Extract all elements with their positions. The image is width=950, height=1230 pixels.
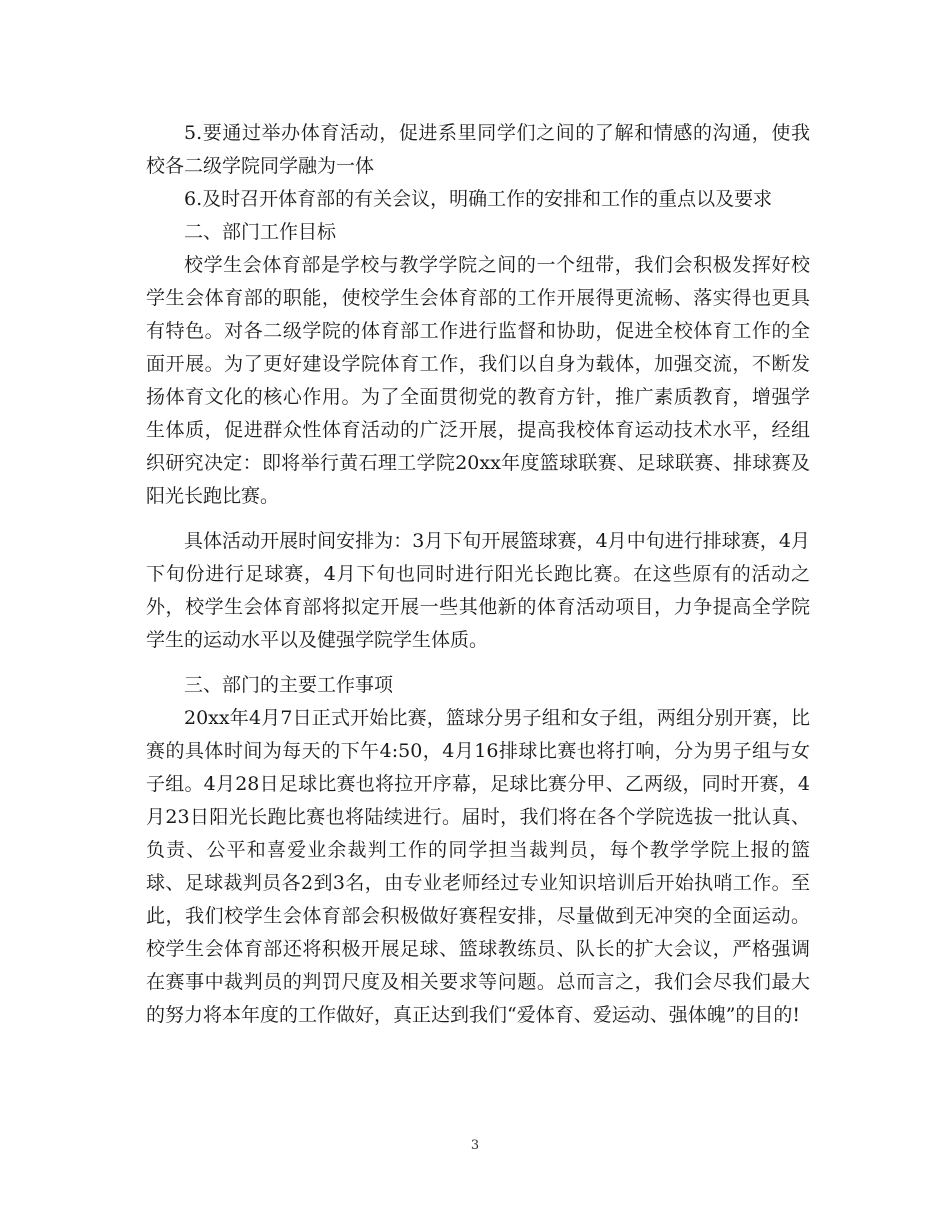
paragraph-item-6: 6.及时召开体育部的有关会议，明确工作的安排和工作的重点以及要求 [184, 188, 773, 210]
paragraph-main-tasks: 20xx年4月7日正式开始比赛，篮球分男子组和女子组，两组分别开赛，比赛的具体时间为每天的下午4:50，4月16排球比赛也将打响，分为男子组与女子组。4月28日足球比赛也将拉开序幕，足球比赛分甲、乙两级，同时开赛，4月23日阳光长跑比赛也将陆续进行。届时，我们将在各个学院选拔一批认真、负责、公平和喜爱业余裁判工作的同学担当裁判员，每个教学学院上报的篮球、足球裁判员各2到3名，由专业老师经过专业知识培训后开始执哨工作。至此，我们校学生会体育部会积极做好赛程安排，尽量做到无冲突的全面运动。校学生会体育部还将积极开展足球、篮球教练员、队长的扩大会议，严格强调在赛事中裁判员的判罚尺度及相关要求等问题。总而言之，我们会尽我们最大的努力将本年度的工作做好，真正达到我们“爱体育、爱运动、强体魄”的目的! [146, 707, 810, 1026]
document-body [146, 117, 810, 1032]
paragraph-goals: 校学生会体育部是学校与教学学院之间的一个纽带，我们会积极发挥好校学生会体育部的职能，使校学生会体育部的工作开展得更流畅、落实得也更具有特色。对各二级学院的体育部工作进行监督和协助，促进全校体育工作的全面开展。为了更好建设学院体育工作，我们以自身为载体，加强交流，不断发扬体育文化的核心作用。为了全面贯彻党的教育方针，推广素质教育，增强学生体质，促进群众性体育活动的广泛开展，提高我校体育运动技术水平，经组织研究决定：即将举行黄石理工学院20xx年度篮球联赛、足球联赛、排球赛及阳光长跑比赛。 [146, 254, 810, 507]
paragraph-schedule: 具体活动开展时间安排为：3月下旬开展篮球赛，4月中旬进行排球赛，4月下旬份进行足球赛，4月下旬也同时进行阳光长跑比赛。在这些原有的活动之外，校学生会体育部将拟定开展一些其他新的体育活动项目，力争提高全学院学生的运动水平以及健强学院学生体质。 [146, 530, 810, 651]
section-heading-goals: 二、部门工作目标 [184, 221, 337, 243]
page-number: 3 [470, 1138, 480, 1153]
paragraph-item-5: 5.要通过举办体育活动，促进系里同学们之间的了解和情感的沟通，使我校各二级学院同学融为一体 [146, 122, 810, 177]
section-heading-main-tasks: 三、部门的主要工作事项 [184, 674, 394, 696]
